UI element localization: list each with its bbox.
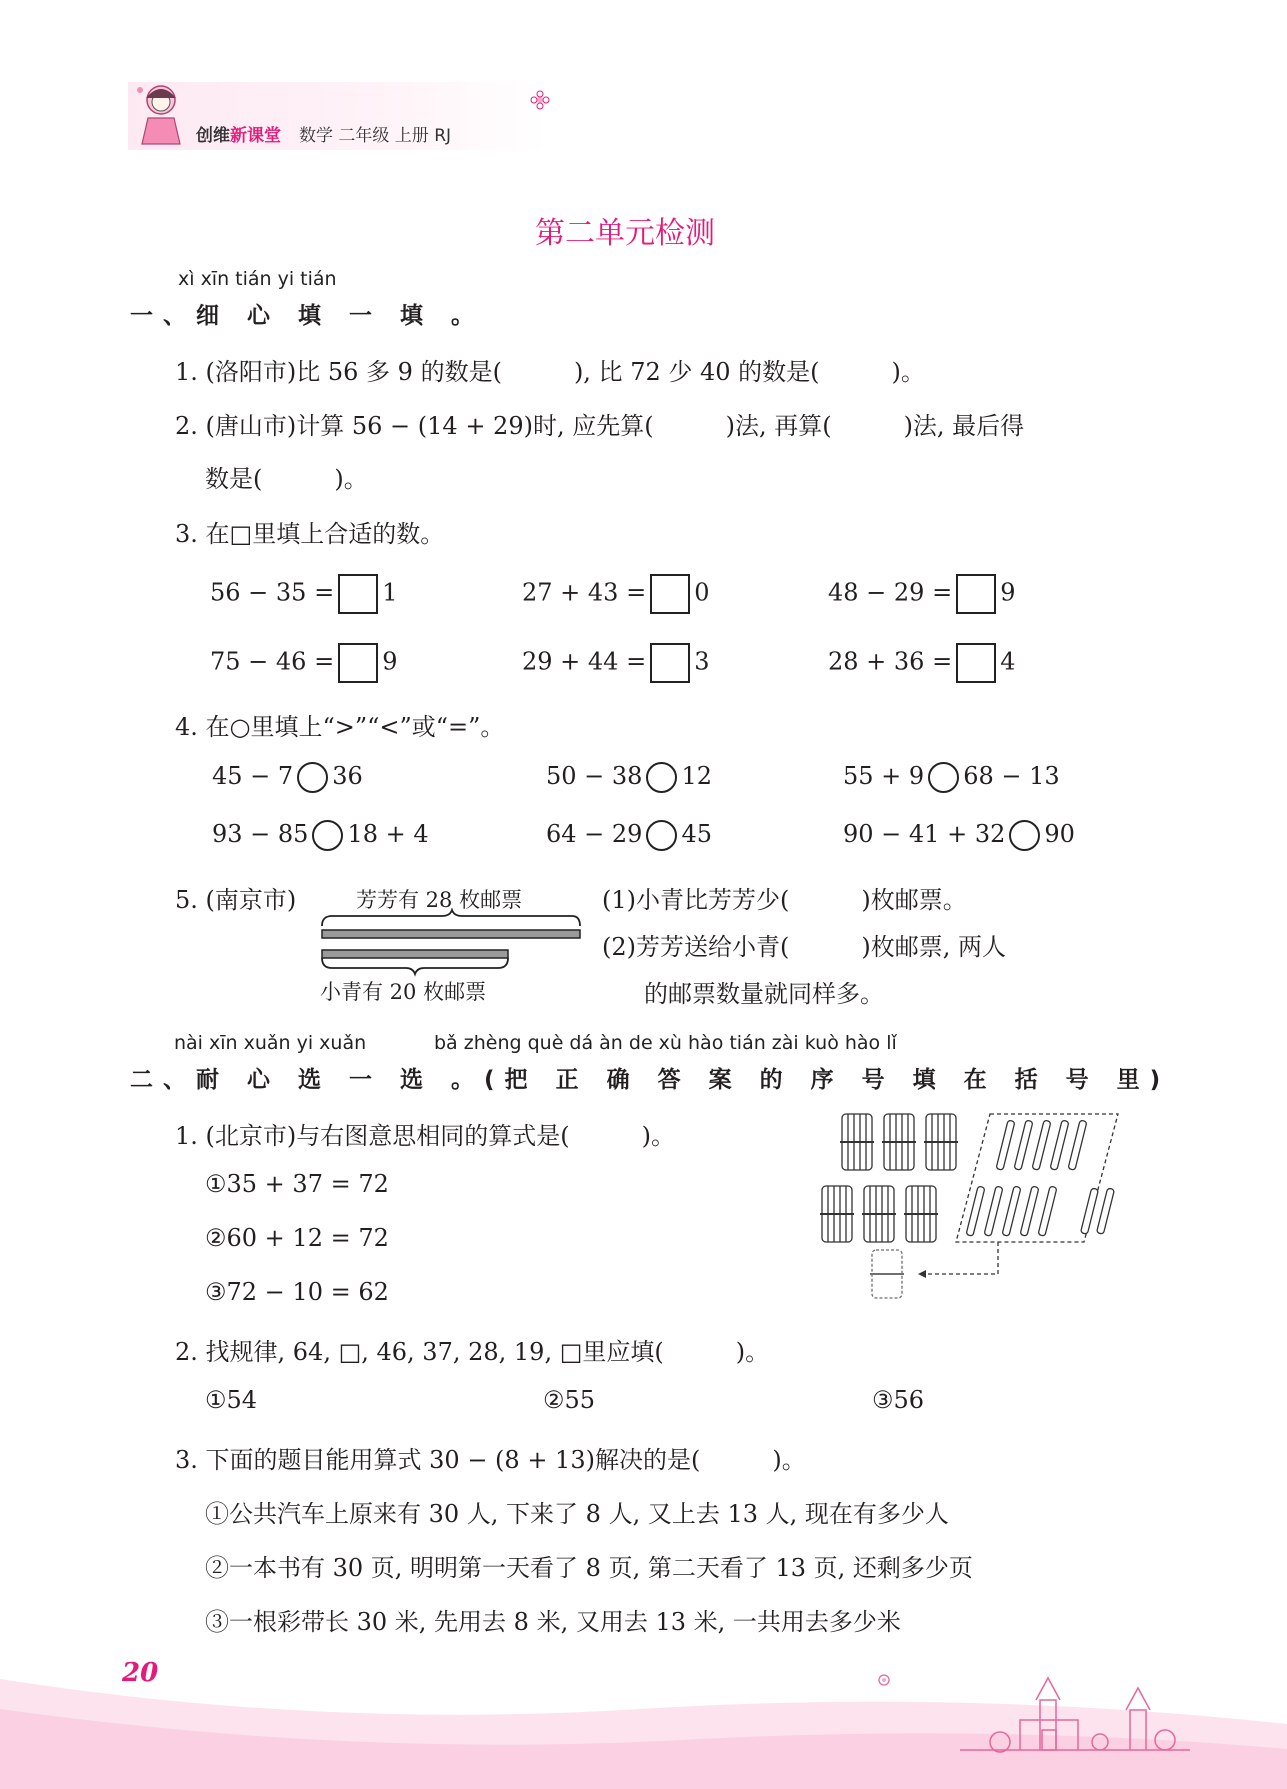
compare-circle[interactable] (646, 762, 677, 793)
s2-question-3: 3. 下面的题目能用算式 30 − (8 + 13)解决的是( )。 (175, 1446, 806, 1474)
answer-box[interactable] (338, 643, 378, 683)
answer-box[interactable] (650, 643, 690, 683)
compare-item: 45 − 7 36 (212, 762, 363, 793)
s2-q1-option-1[interactable]: ①35 + 37 = 72 (205, 1170, 389, 1198)
answer-box[interactable] (956, 643, 996, 683)
s2-question-2: 2. 找规律, 64, □, 46, 37, 28, 19, □里应填( )。 (175, 1338, 770, 1366)
q5-sub-1: (1)小青比芳芳少( )枚邮票。 (602, 886, 967, 914)
section1-heading: 一、细 心 填 一 填 。 (130, 303, 485, 329)
header-subject: 数学 二年级 上册 RJ (299, 126, 452, 146)
compare-item: 50 − 38 12 (546, 762, 712, 793)
s2-question-1: 1. (北京市)与右图意思相同的算式是( )。 (175, 1122, 675, 1150)
s1-question-2: 2. (唐山市)计算 56 − (14 + 29)时, 应先算( )法, 再算( )法, 最后得 (175, 412, 1025, 440)
s2-q1-option-3[interactable]: ③72 − 10 = 62 (205, 1278, 389, 1306)
castle-decoration-icon (960, 1650, 1190, 1760)
header-text (196, 121, 451, 146)
s2-q2-option-2[interactable]: ②55 (543, 1386, 596, 1414)
compare-circle[interactable] (928, 762, 959, 793)
page-number: 20 (122, 1658, 159, 1688)
s1-question-1: 1. (洛阳市)比 56 多 9 的数是( ), 比 72 少 40 的数是( )。 (175, 358, 925, 386)
s1-question-3: 3. 在□里填上合适的数。 (175, 520, 445, 548)
q5-sub-2: (2)芳芳送给小青( )枚邮票, 两人 (602, 933, 1006, 961)
compare-item: 93 − 85 18 + 4 (212, 820, 429, 851)
compare-circle[interactable] (646, 820, 677, 851)
section1-pinyin: xì xīn tián yi tián (178, 268, 337, 290)
small-flower-icon (872, 1670, 896, 1690)
compare-item: 64 − 29 45 (546, 820, 712, 851)
q5-bottom-label: 小青有 20 枚邮票 (320, 980, 487, 1004)
s2-q2-option-1[interactable]: ①54 (205, 1386, 258, 1414)
brand-name: 创维新课堂 (196, 126, 281, 146)
fill-box-equation: 28 + 36 = 4 (828, 643, 1015, 683)
stick-bundles-figure (812, 1104, 1122, 1304)
q5-sub-2-cont: 的邮票数量就同样多。 (644, 980, 884, 1008)
compare-circle[interactable] (312, 820, 343, 851)
flower-icon (530, 90, 550, 110)
compare-item: 90 − 41 + 32 90 (843, 820, 1075, 851)
fill-box-equation: 29 + 44 = 3 (522, 643, 709, 683)
section2-pinyin-a: nài xīn xuǎn yi xuǎn (174, 1032, 367, 1054)
s2-q2-option-3[interactable]: ③56 (872, 1386, 925, 1414)
compare-circle[interactable] (297, 762, 328, 793)
fill-box-equation: 48 − 29 = 9 (828, 574, 1015, 614)
girl-mascot-icon (128, 78, 194, 150)
s1-question-2-cont: 数是( )。 (205, 465, 368, 493)
fill-box-equation: 56 − 35 = 1 (210, 574, 397, 614)
s2-q3-option-2[interactable]: ②一本书有 30 页, 明明第一天看了 8 页, 第二天看了 13 页, 还剩多少页 (205, 1554, 973, 1582)
fill-box-equation: 27 + 43 = 0 (522, 574, 709, 614)
s2-q3-option-1[interactable]: ①公共汽车上原来有 30 人, 下来了 8 人, 又上去 13 人, 现在有多少人 (205, 1500, 949, 1528)
compare-circle[interactable] (1009, 820, 1040, 851)
fill-box-equation: 75 − 46 = 9 (210, 643, 397, 683)
section2-heading: 二、耐 心 选 一 选 。(把 正 确 答 案 的 序 号 填 在 括 号 里) (130, 1067, 1171, 1093)
s1-question-5-label: 5. (南京市) (175, 886, 297, 914)
answer-box[interactable] (650, 574, 690, 614)
page-title: 第二单元检测 (535, 216, 715, 251)
s2-q3-option-3[interactable]: ③一根彩带长 30 米, 先用去 8 米, 又用去 13 米, 一共用去多少米 (205, 1608, 901, 1636)
answer-box[interactable] (338, 574, 378, 614)
q5-top-label: 芳芳有 28 枚邮票 (356, 888, 523, 912)
s2-q1-option-2[interactable]: ②60 + 12 = 72 (205, 1224, 389, 1252)
s1-question-4: 4. 在○里填上“>”“<”或“=”。 (175, 713, 505, 741)
section2-pinyin-b: bǎ zhèng què dá àn de xù hào tián zài kuò hào lǐ (434, 1032, 897, 1054)
compare-item: 55 + 9 68 − 13 (843, 762, 1060, 793)
stamp-bar-diagram (318, 908, 584, 978)
answer-box[interactable] (956, 574, 996, 614)
